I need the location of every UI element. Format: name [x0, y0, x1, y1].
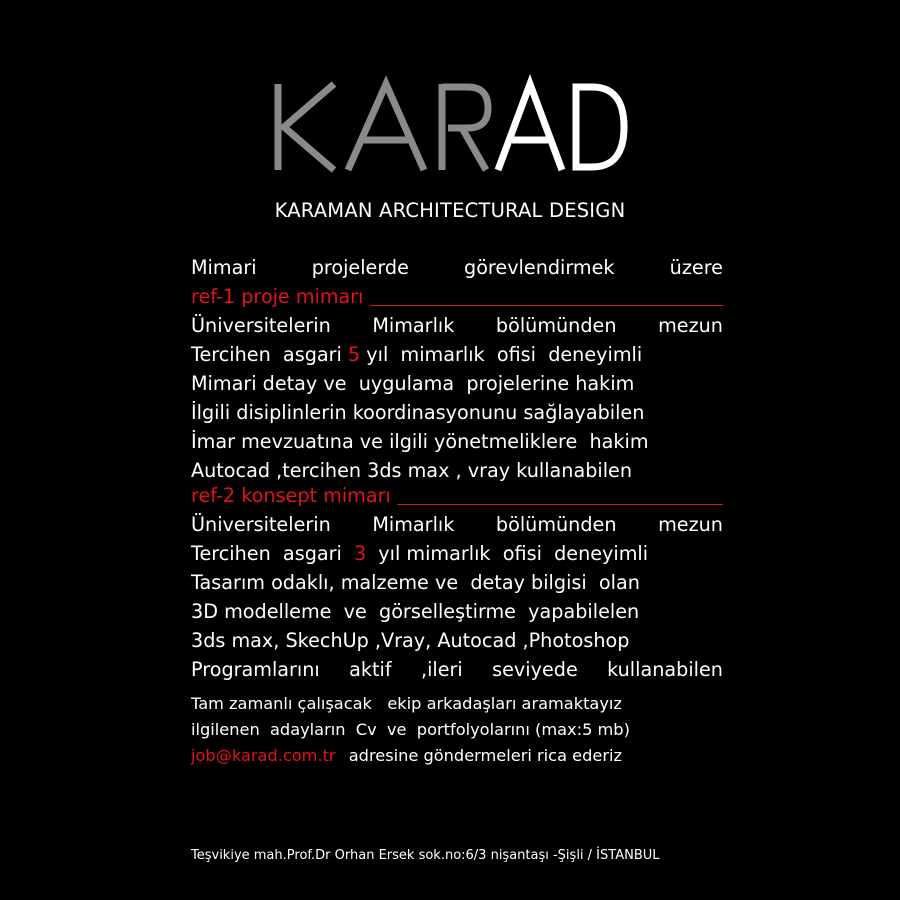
closing-line1: Tam zamanlı çalışacak ekip arkadaşları aramaktayız [191, 694, 622, 713]
ref2-line6: Programlarını aktif ,ileri seviyede kullanabilen [191, 658, 723, 681]
ref2-line1: Üniversitelerin Mimarlık bölümünden mezun [191, 513, 723, 536]
office-address: Teşvikiye mah.Prof.Dr Orhan Ersek sok.no:6/3 nişantaşı -Şişli / İSTANBUL [191, 848, 660, 863]
closing-line3: job@karad.com.tr adresine göndermeleri rica ederiz [191, 746, 622, 765]
ref1-title: ref-1 proje mimarı [191, 285, 364, 308]
logo-letter-a1 [348, 84, 424, 170]
ref2-line3: Tasarım odaklı, malzeme ve detay bilgisi olan [191, 571, 640, 594]
ref1-line3: Mimari detay ve uygulama projelerine hakim [191, 372, 635, 395]
ref2-line2: Tercihen asgari 3 yıl mimarlık ofisi deneyimli [191, 542, 649, 565]
karad-logo [272, 70, 632, 174]
ref1-line2: Tercihen asgari 5 yıl mimarlık ofisi deneyimli [191, 343, 643, 366]
ref2-rule [397, 504, 723, 505]
karad-wordmark [272, 70, 632, 174]
closing-line2: ilgilenen adayların Cv ve portfolyolarını (max:5 mb) [191, 720, 630, 739]
ref1-line1: Üniversitelerin Mimarlık bölümünden mezun [191, 314, 723, 337]
ref2-title: ref-2 konsept mimarı [191, 484, 391, 507]
ref1-line6: Autocad ,tercihen 3ds max , vray kullanabilen [191, 459, 633, 482]
ref2-heading [191, 484, 723, 508]
intro-line: Mimari projelerde görevlendirmek üzere [191, 256, 723, 279]
logo-letter-k [278, 84, 334, 170]
ref2-line5: 3ds max, SkechUp ,Vray, Autocad ,Photoshop [191, 629, 630, 652]
ref1-heading [191, 285, 723, 309]
logo-letter-r [442, 84, 488, 170]
email-link[interactable]: job@karad.com.tr [191, 746, 336, 765]
logo-letter-a2 [498, 84, 562, 170]
ref1-line5: İmar mevzuatına ve ilgili yönetmeliklere hakim [191, 430, 649, 453]
ref1-rule [370, 305, 723, 306]
ref2-line4: 3D modelleme ve görselleştirme yapabilelen [191, 600, 640, 623]
ref1-years: 5 [347, 343, 361, 366]
ref2-years: 3 [353, 542, 367, 565]
company-subtitle: KARAMAN ARCHITECTURAL DESIGN [274, 199, 626, 222]
logo-letter-d [576, 87, 624, 167]
ref1-line4: İlgili disiplinlerin koordinasyonunu sağlayabilen [191, 401, 645, 424]
